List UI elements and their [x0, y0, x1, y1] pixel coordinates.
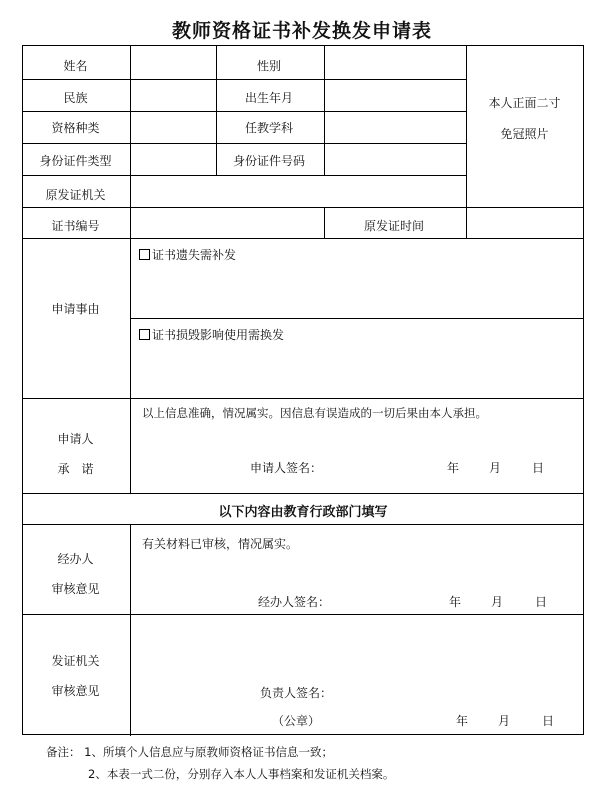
issuer-label-line2: 审核意见: [51, 684, 100, 698]
row-divider: [23, 111, 466, 112]
subject-label: 任教学科: [244, 121, 293, 135]
gender-label: 性别: [256, 59, 281, 73]
photo-caption-line1: 本人正面二寸: [488, 96, 561, 110]
row-divider: [23, 493, 583, 494]
note-line-2: 2、本表一式二份，分别存入本人人事档案和发证机关档案。: [88, 767, 395, 781]
row-divider: [23, 614, 583, 615]
row-divider: [23, 398, 583, 399]
row-divider: [23, 143, 466, 144]
form-title: 教师资格证书补发换发申请表: [171, 20, 432, 42]
cert-number-label: 证书编号: [51, 219, 100, 233]
note-line-1: 备注： 1、所填个人信息应与原教师资格证书信息一致；: [46, 745, 333, 759]
photo-caption-line2: 免冠照片: [500, 127, 549, 141]
name-label: 姓名: [63, 59, 88, 73]
row-divider: [23, 524, 583, 525]
cert-type-label: 资格种类: [51, 121, 100, 135]
issuer-label: [22, 646, 129, 706]
option-damaged[interactable]: [139, 326, 284, 343]
handler-statement: 有关材料已审核，情况属实。: [142, 537, 299, 551]
issuer-seal: （公章）: [272, 714, 321, 728]
promise-label-line2: 承 诺: [57, 462, 94, 476]
applicant-year: 年: [447, 461, 460, 475]
applicant-signature-label: 申请人签名：: [250, 461, 323, 475]
checkbox-damaged[interactable]: [139, 329, 150, 340]
col-divider: [130, 46, 131, 493]
issuer-signature-label: 负责人签名：: [260, 686, 333, 700]
issuer-year: 年: [456, 714, 469, 728]
row-divider: [130, 318, 583, 319]
option-lost-label: 证书遗失需补发: [152, 248, 237, 262]
handler-signature-label: 经办人签名：: [258, 595, 331, 609]
col-divider: [324, 46, 325, 175]
ethnicity-label: 民族: [63, 91, 88, 105]
id-number-label: 身份证件号码: [232, 154, 305, 168]
col-divider: [130, 524, 131, 736]
photo-caption: [465, 88, 584, 150]
checkbox-lost[interactable]: [139, 249, 150, 260]
handler-label-line2: 审核意见: [51, 582, 100, 596]
issuer-label-line1: 发证机关: [51, 654, 100, 668]
issuer-day: 日: [542, 714, 555, 728]
promise-label-line1: 申请人: [57, 432, 94, 446]
handler-label-line1: 经办人: [57, 552, 94, 566]
handler-day: 日: [535, 595, 548, 609]
option-lost[interactable]: [139, 246, 236, 263]
applicant-day: 日: [532, 461, 545, 475]
id-type-label: 身份证件类型: [39, 154, 112, 168]
promise-label: [22, 424, 129, 484]
reason-label: 申请事由: [51, 302, 100, 316]
birth-label: 出生年月: [244, 91, 293, 105]
promise-statement: 以上信息准确，情况属实。因信息有误造成的一切后果由本人承担。: [142, 406, 487, 420]
section-header: 以下内容由教育行政部门填写: [218, 505, 388, 520]
row-divider: [23, 207, 583, 208]
option-damaged-label: 证书损毁影响使用需换发: [152, 328, 285, 342]
row-divider: [23, 79, 466, 80]
issuer-month: 月: [498, 714, 511, 728]
original-issuer-label: 原发证机关: [45, 188, 106, 202]
handler-label: [22, 544, 129, 604]
handler-year: 年: [449, 595, 462, 609]
handler-month: 月: [491, 595, 504, 609]
applicant-month: 月: [489, 461, 502, 475]
original-issue-time-label: 原发证时间: [363, 219, 424, 233]
row-divider: [23, 238, 583, 239]
row-divider: [23, 175, 466, 176]
